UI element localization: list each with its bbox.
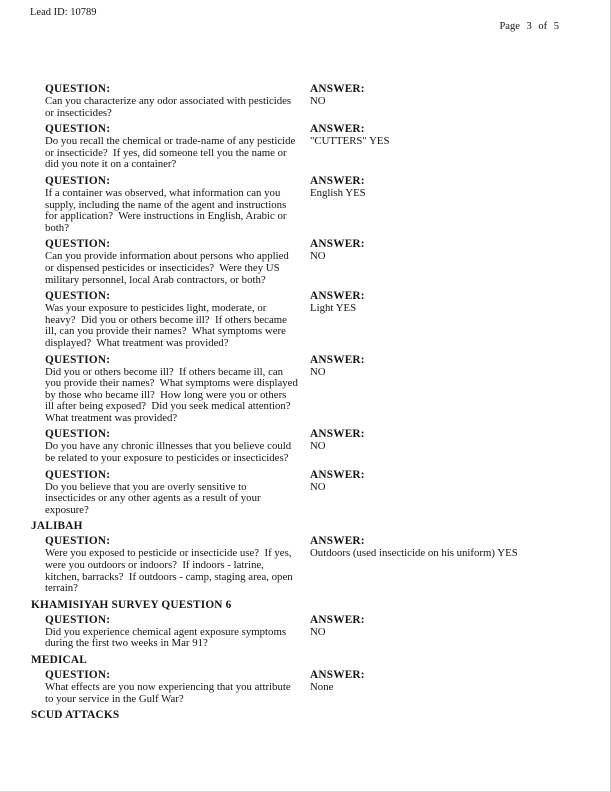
question-block (45, 290, 298, 349)
qa-row (31, 354, 583, 425)
question-label: QUESTION: (45, 123, 111, 136)
answer-label: ANSWER: (310, 174, 365, 187)
question-text: Can you characterize any odor associated with pesticides or insecticides? (45, 95, 294, 119)
answer-label: ANSWER: (310, 535, 365, 548)
answer-label: ANSWER: (310, 428, 365, 441)
answer-text: NO (310, 365, 326, 378)
answer-label: ANSWER: (310, 613, 365, 626)
section-heading: SCUD ATTACKS (31, 709, 120, 722)
question-label: QUESTION: (45, 83, 111, 95)
question-text: Do you recall the chemical or trade-name of any pesticide or insecticide? If yes, did someone tell you the name or did you note it on a container? (45, 135, 299, 171)
qa-row (31, 428, 583, 464)
answer-block (310, 354, 583, 379)
question-block (45, 469, 298, 517)
answer-text: NO (310, 95, 326, 107)
question-block (45, 428, 298, 464)
answer-label: ANSWER: (310, 468, 365, 481)
qa-row (31, 669, 583, 705)
question-text: Do you have any chronic illnesses that you believe could be related to your exposure to pesticides or insecticides? (45, 440, 294, 465)
qa-row (31, 469, 583, 517)
question-label: QUESTION: (45, 174, 111, 187)
question-text: Were you exposed to pesticide or insecticide use? If yes, were you outdoors or indoors? If indoors - latrine, kitchen, barracks? If outdoors - camp, staging area, open terrain? (45, 547, 296, 595)
section-heading: JALIBAH (31, 520, 83, 533)
qa-list (31, 83, 583, 724)
qa-row (31, 175, 583, 234)
answer-label: ANSWER: (310, 669, 365, 681)
answer-block (310, 83, 583, 108)
answer-label: ANSWER: (310, 290, 365, 303)
answer-text: Light YES (310, 302, 357, 315)
question-block (45, 669, 298, 705)
question-text: Did you or others become ill? If others became ill, can you provide their names? What symptoms were displayed by those who became ill? How long were you or others ill after being exposed? Did you seek medical attention? What treatment was provided? (45, 365, 301, 424)
question-text: What effects are you now experiencing that you attribute to your service in the Gulf War? (45, 681, 294, 705)
answer-block (310, 614, 583, 639)
answer-label: ANSWER: (310, 238, 365, 251)
question-label: QUESTION: (45, 468, 111, 481)
question-text: If a container was observed, what information can you supply, including the name of the agent and instructions for application? Were instructions in English, Arabic or both? (45, 186, 290, 234)
answer-block (310, 428, 583, 453)
answer-block (310, 290, 583, 315)
lead-id-label: Lead ID: 10789 (30, 7, 97, 18)
qa-row (31, 238, 583, 286)
answer-text: NO (310, 480, 326, 493)
question-block (45, 123, 298, 171)
answer-block (310, 669, 583, 694)
question-label: QUESTION: (45, 353, 111, 366)
question-label: QUESTION: (45, 428, 111, 441)
answer-block (310, 175, 583, 200)
answer-text: NO (310, 440, 326, 453)
qa-row (31, 83, 583, 119)
page-number-label: Page 3 of 5 (499, 21, 559, 32)
answer-block (310, 535, 583, 560)
question-label: QUESTION: (45, 613, 111, 626)
qa-row (31, 123, 583, 171)
question-block (45, 83, 298, 119)
question-text: Can you provide information about persons who applied or dispensed pesticides or insecticides? Were they US military personnel, local Arab contractors, or both? (45, 250, 292, 286)
answer-label: ANSWER: (310, 123, 365, 136)
qa-row (31, 535, 583, 594)
answer-label: ANSWER: (310, 83, 365, 95)
section-heading: MEDICAL (31, 654, 88, 666)
answer-block (310, 238, 583, 263)
answer-text: None (310, 681, 334, 693)
section-heading: KHAMISIYAH SURVEY QUESTION 6 (31, 598, 232, 611)
question-block (45, 238, 298, 286)
answer-text: English YES (310, 186, 366, 199)
answer-text: "CUTTERS" YES (310, 135, 390, 148)
question-block (45, 353, 301, 425)
answer-block (310, 123, 583, 148)
question-label: QUESTION: (45, 238, 111, 251)
qa-row (31, 290, 583, 349)
answer-text: NO (310, 250, 326, 263)
question-block (45, 614, 298, 650)
question-block (45, 535, 298, 594)
answer-text: Outdoors (used insecticide on his uniform) YES (310, 547, 518, 560)
question-label: QUESTION: (45, 535, 111, 548)
question-label: QUESTION: (45, 290, 111, 303)
question-text: Did you experience chemical agent exposure symptoms during the first two weeks in Mar 91? (45, 625, 289, 650)
qa-row (31, 614, 583, 650)
question-text: Was your exposure to pesticides light, moderate, or heavy? Did you or others become ill? If others became ill, can you provide their names? What symptoms were displayed? What treatment was provided? (45, 302, 290, 349)
answer-text: NO (310, 625, 326, 638)
answer-block (310, 469, 583, 494)
question-text: Do you believe that you are overly sensitive to insecticides or any other agents as a result of your exposure? (45, 480, 264, 516)
question-block (45, 175, 298, 234)
question-label: QUESTION: (45, 669, 111, 681)
answer-label: ANSWER: (310, 353, 365, 366)
